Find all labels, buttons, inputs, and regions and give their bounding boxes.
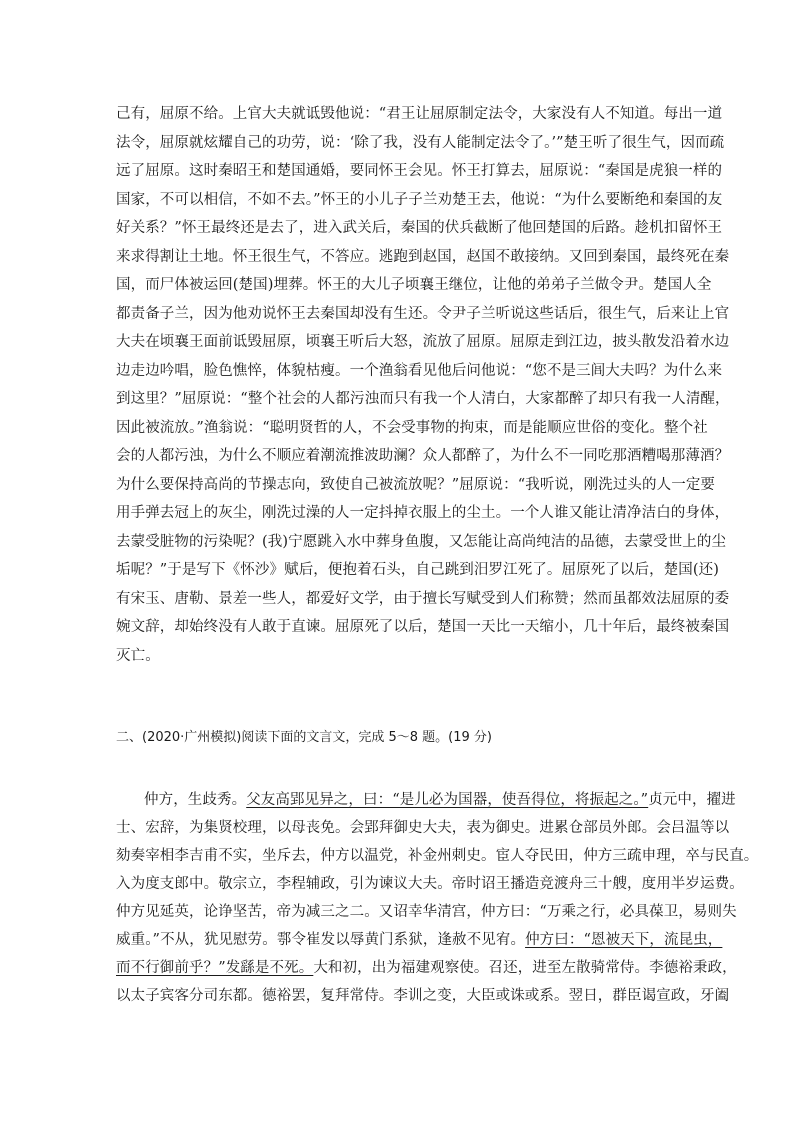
text-line: 入为度支郎中。敬宗立，李程辅政，引为谏议大夫。帝时诏王播造竞渡舟三十艘，度用半岁运费。 [116, 876, 744, 892]
text-line: 来求得割让土地。怀王很生气，不答应。逃跑到赵国，赵国不敢接纳。又回到秦国，最终死在秦 [116, 248, 730, 265]
text-line: 因此被流放。”渔翁说：“聪明贤哲的人，不会受事物的拘束，而是能顺应世俗的变化。整个社 [116, 419, 708, 436]
text-line: 仲方见延英，论诤坚苦，帝为减三之二。又诏幸华清宫，仲方曰：“万乘之行，必具葆卫，易则失 [116, 904, 737, 920]
text-line: 远了屈原。这时秦昭王和楚国通婚，要同怀王会见。怀王打算去，屈原说：“秦国是虎狼一样的 [116, 163, 723, 179]
text-line: 有宋玉、唐勒、景差一些人，都爱好文学，由于擅长写赋受到人们称赞；然而虽都效法屈原的委 [116, 590, 730, 607]
section-heading: 二、(2020·广州模拟)阅读下面的文言文，完成 5～8 题。(19 分) [116, 730, 492, 745]
underlined-sentence: 仲方曰：“恩被天下，流昆虫， [525, 932, 723, 948]
text-line: 国，而尸体被运回(楚国)埋葬。怀王的大儿子顷襄王继位，让他的弟弟子兰做令尹。楚国人全 [116, 277, 712, 293]
text-line: 去蒙受脏物的污染呢？(我)宁愿跳入水中葬身鱼腹，又怎能让高尚纯洁的品德，去蒙受世上的尘 [116, 533, 727, 550]
text-line: 垢呢？”于是写下《怀沙》赋后，便抱着石头，自己跳到汨罗江死了。屈原死了以后，楚国(还) [116, 562, 720, 578]
text-line: 灭亡。 [116, 647, 160, 664]
text-line: 法令，屈原就炫耀自己的功劳，说：‘除了我，没有人能制定法令了。’”楚王听了很生气，因而疏 [116, 134, 725, 151]
text-line: 国家，不可以相信，不如不去。”怀王的小儿子子兰劝楚王去，他说：“为什么要断绝和秦国的友 [116, 191, 723, 208]
underlined-sentence: 而不行御前乎？”发繇是不死。 [116, 960, 314, 976]
text-line: 婉文辞，却始终没有人敢于直谏。屈原死了以后，楚国一天比一天缩小，几十年后，最终被秦国 [116, 619, 730, 635]
text-line: 威重。”不从，犹见慰劳。鄠令崔发以辱黄门系狱，逢赦不见宥。仲方曰：“恩被天下，流昆虫， [116, 932, 723, 948]
text-line: 到这里？”屈原说：“整个社会的人都污浊而只有我一个人清白，大家都醉了却只有我一人清醒， [116, 391, 730, 407]
text-line: 都责备子兰，因为他劝说怀王去秦国却没有生还。令尹子兰听说这些话后，很生气，后来让上官 [116, 305, 730, 322]
text-line: 劾奏宰相李吉甫不实，坐斥去，仲方以温党，补金州刺史。宦人夺民田，仲方三疏申理，卒与民直。 [116, 848, 759, 864]
text-line: 为什么要保持高尚的节操志向，致使自己被流放呢？”屈原说：“我听说，刚洗过头的人一定要 [116, 476, 716, 493]
text-line: 大夫在顷襄王面前诋毁屈原，顷襄王听后大怒，流放了屈原。屈原走到江边，披头散发沿着水边 [116, 334, 730, 350]
underlined-sentence: 父友高郢见异之，曰：“是儿必为国器，使吾得位，将振起之。” [246, 792, 649, 808]
text-line: 仲方，生歧秀。父友高郢见异之，曰：“是儿必为国器，使吾得位，将振起之。”贞元中，擢进 [144, 792, 736, 808]
text-line: 而不行御前乎？”发繇是不死。大和初，出为福建观察使。召还，进至左散骑常侍。李德裕秉政， [116, 960, 737, 976]
text-line: 用手弹去冠上的灰尘，刚洗过澡的人一定抖掉衣服上的尘土。一个人谁又能让清净洁白的身体， [116, 505, 730, 521]
text-line: 边走边吟唱，脸色憔悴，体貌枯瘦。一个渔翁看见他后问他说：“您不是三闾大夫吗？为什么来 [116, 362, 723, 379]
text-line: 己有，屈原不给。上官大夫就诋毁他说：“君王让屈原制定法令，大家没有人不知道。每出一道 [116, 106, 723, 122]
text-line: 好关系？”怀王最终还是去了，进入武关后，秦国的伏兵截断了他回楚国的后路。趁机扣留怀王 [116, 220, 723, 236]
text-line: 以太子宾客分司东都。德裕罢，复拜常侍。李训之变，大臣或诛或系。翌日，群臣谒宣政，牙阖 [116, 988, 730, 1004]
text-line: 会的人都污浊，为什么不顺应着潮流推波助澜？众人都醉了，为什么不一同吃那酒糟喝那薄酒？ [116, 448, 730, 464]
text-line: 士、宏辞，为集贤校理，以母丧免。会郢拜御史大夫，表为御史。进累仓部员外郎。会吕温等以 [116, 820, 730, 836]
